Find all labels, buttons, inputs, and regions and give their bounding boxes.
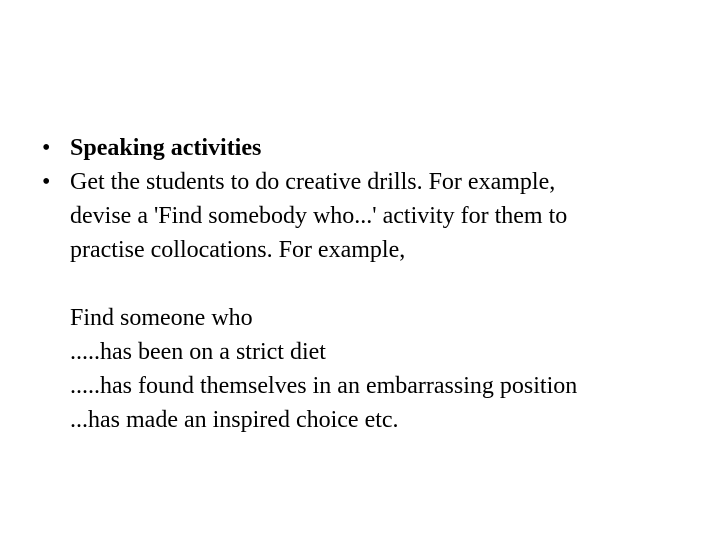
bullet-item-creative-drills <box>42 165 702 267</box>
bullet-item-speaking-activities <box>42 131 702 165</box>
bullet-heading: Speaking activities <box>70 135 262 161</box>
example-line: .....has been on a strict diet <box>70 339 326 365</box>
paragraph-line: devise a 'Find somebody who...' activity for them to <box>70 203 568 229</box>
example-line: ...has made an inspired choice etc. <box>70 407 399 433</box>
paragraph-line: Get the students to do creative drills. For example, <box>70 169 556 195</box>
bullet-paragraph <box>70 165 702 267</box>
bullet-icon: • <box>42 135 51 161</box>
example-line: .....has found themselves in an embarrassing position <box>70 373 578 399</box>
paragraph-line: practise collocations. For example, <box>70 237 406 263</box>
example-line: Find someone who <box>70 305 253 331</box>
bullet-icon: • <box>42 169 51 195</box>
example-block <box>70 301 702 437</box>
slide-content <box>42 131 702 437</box>
